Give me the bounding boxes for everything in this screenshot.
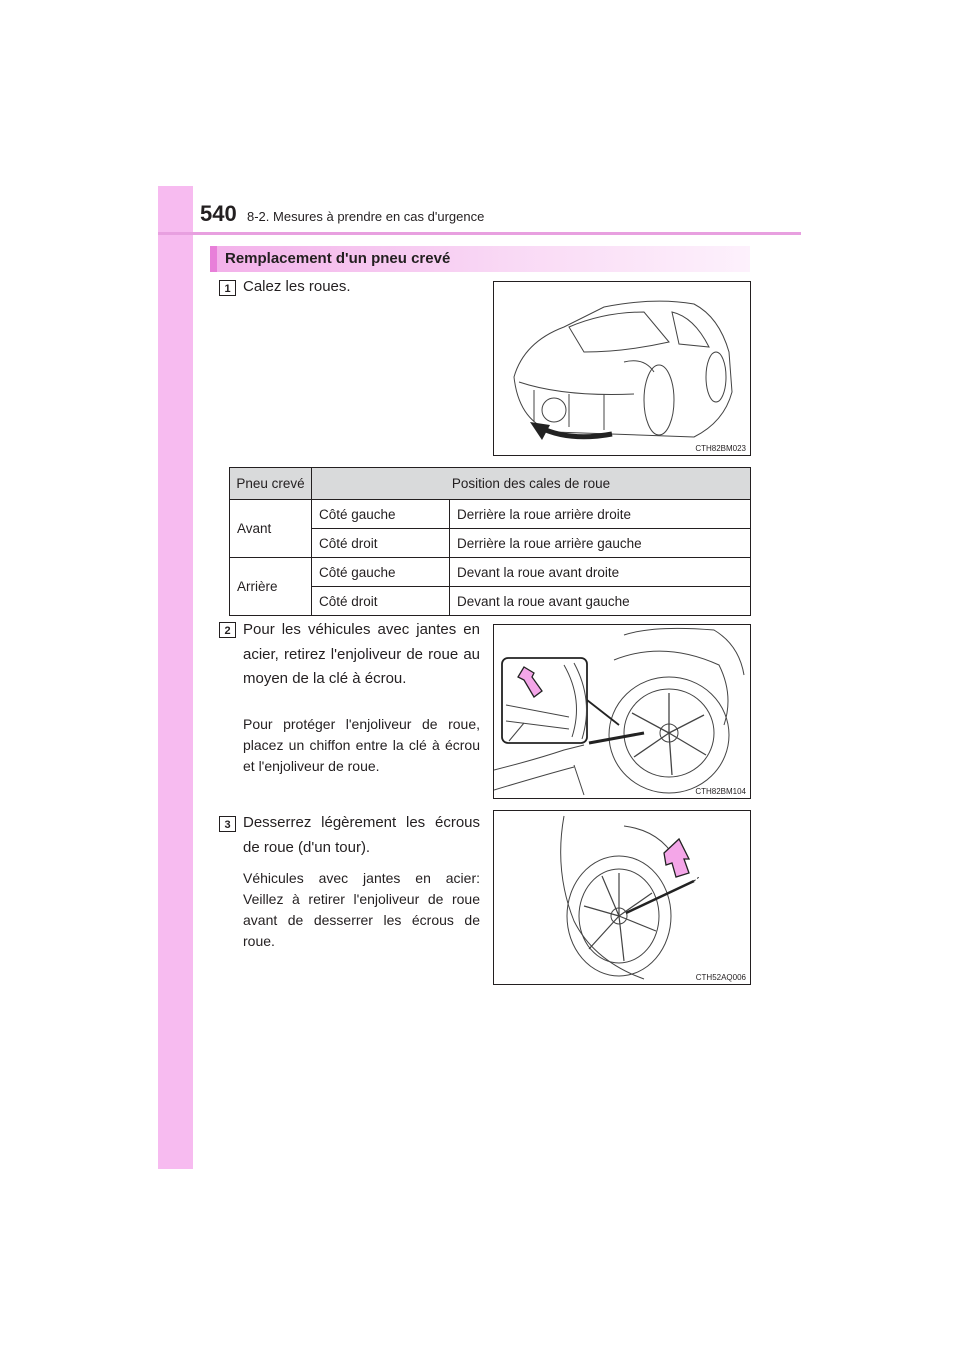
figure-code: CTH82BM104 [695, 787, 746, 796]
wheel-nut-illustration [494, 811, 750, 984]
step-2-note: Pour protéger l'enjoliveur de roue, placez un chiffon entre la clé à écrou et l'enjoliveur de roue. [243, 716, 480, 774]
table-row [230, 558, 751, 587]
figure-loosen-wheel-nuts [493, 810, 751, 985]
step-number-2: 2 [219, 622, 236, 638]
side-tab-band [158, 186, 193, 1169]
table-cell: Côté gauche [312, 500, 450, 529]
car-illustration [494, 282, 750, 455]
table-header-row [230, 468, 751, 500]
table-cell: Devant la roue avant droite [450, 558, 751, 587]
step-2-text: Pour les véhicules avec jantes en acier, retirez l'enjoliveur de roue au moyen de la clé à écrou. [243, 621, 480, 687]
table-cell: Derrière la roue arrière droite [450, 500, 751, 529]
table-header: Position des cales de roue [312, 468, 751, 500]
figure-code: CTH52AQ006 [695, 973, 746, 982]
step-number-1: 1 [219, 280, 236, 296]
table-cell: Derrière la roue arrière gauche [450, 529, 751, 558]
table-cell: Côté droit [312, 587, 450, 616]
table-cell: Arrière [230, 558, 312, 616]
table-cell: Devant la roue avant gauche [450, 587, 751, 616]
figure-code: CTH82BM023 [695, 444, 746, 453]
table-row [230, 500, 751, 529]
table-cell: Côté gauche [312, 558, 450, 587]
page-number: 540 [200, 201, 237, 226]
table-cell: Avant [230, 500, 312, 558]
header-divider [158, 232, 801, 235]
figure-remove-wheel-cover [493, 624, 751, 799]
step-1-text: Calez les roues. [243, 278, 351, 295]
step-number-3: 3 [219, 816, 236, 832]
wheel-cover-illustration [494, 625, 750, 798]
figure-car-wheel-chocks [493, 281, 751, 456]
table-header: Pneu crevé [230, 468, 312, 500]
section-title: Remplacement d'un pneu crevé [225, 250, 451, 267]
wheel-chock-table [229, 467, 751, 616]
step-3-text: Desserrez légèrement les écrous de roue (d'un tour). [243, 814, 480, 856]
section-heading-bar [210, 246, 750, 272]
table-cell: Côté droit [312, 529, 450, 558]
step-3-note: Véhicules avec jantes en acier: Veillez à retirer l'enjoliveur de roue avant de desserrer les écrous de roue. [243, 870, 480, 949]
chapter-header: 8-2. Mesures à prendre en cas d'urgence [247, 209, 485, 224]
